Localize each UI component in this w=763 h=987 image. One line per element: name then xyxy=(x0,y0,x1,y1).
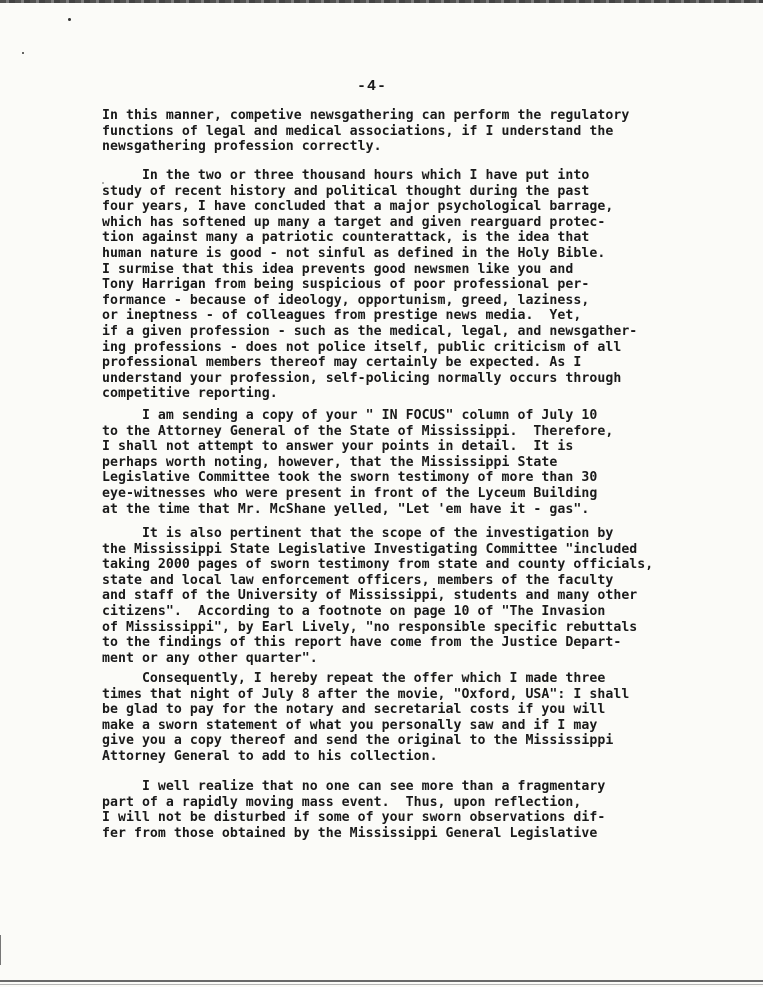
scan-left-mark xyxy=(0,935,1,965)
paragraph-1: In this manner, competive newsgathering can perform the regulatory functions of legal and medical associations, if I understand the newsgathering profession correctly. xyxy=(102,108,630,155)
scan-bottom-edge xyxy=(0,980,763,982)
page-number: -4- xyxy=(356,78,387,95)
scan-speck xyxy=(68,18,71,21)
scan-speck xyxy=(22,52,24,54)
paragraph-5: Consequently, I hereby repeat the offer which I made three times that night of July 8 after the movie, "Oxford, USA": I shall be glad to pay for the notary and secretarial costs if you will make a sworn statement of what you personally saw and if I may give you a copy thereof and send the original to the Mississippi Attorney General to add to his collection. xyxy=(102,671,630,764)
scan-top-edge xyxy=(0,0,763,3)
paragraph-4: It is also pertinent that the scope of the investigation by the Mississippi State Legislative Investigating Committee "included taking 2000 pages of sworn testimony from state and county officials, state and local law enforcement officers, members of the faculty and staff of the University of Mississippi, students and many other citizens". According to a footnote on page 10 of "The Invasion of Mississippi", by Earl Lively, "no responsible specific rebuttals to the findings of this report have come from the Justice Depart- ment or any other quarter". xyxy=(102,526,654,666)
scan-bottom-edge xyxy=(0,984,763,985)
paragraph-2: In the two or three thousand hours which I have put into study of recent history and political thought during the past four years, I have concluded that a major psychological barrage, which has softened up many a target and given rearguard protec- tion against many a patriotic counterattack, is the idea that human nature is good - not sinful as defined in the Holy Bible. I surmise that this idea prevents good newsmen like you and Tony Harrigan from being suspicious of poor professional per- formance - because of ideology, opportunism, greed, laziness, or ineptness - of colleagues from prestige news media. Yet, if a given profession - such as the medical, legal, and newsgather- ing professions - does not police itself, public criticism of all professional members thereof may certainly be expected. As I understand your profession, self-policing normally occurs through competitive reporting. xyxy=(102,168,638,402)
paragraph-6: I well realize that no one can see more than a fragmentary part of a rapidly moving mass event. Thus, upon reflection, I will not be disturbed if some of your sworn observations dif- fer from those obtained by the Mississippi General Legislative xyxy=(102,779,606,841)
paragraph-3: I am sending a copy of your " IN FOCUS" column of July 10 to the Attorney General of the State of Mississippi. Therefore, I shall not attempt to answer your points in detail. It is perhaps worth noting, however, that the Mississippi State Legislative Committee took the sworn testimony of more than 30 eye-witnesses who were present in front of the Lyceum Building at the time that Mr. McShane yelled, "Let 'em have it - gas". xyxy=(102,408,614,517)
